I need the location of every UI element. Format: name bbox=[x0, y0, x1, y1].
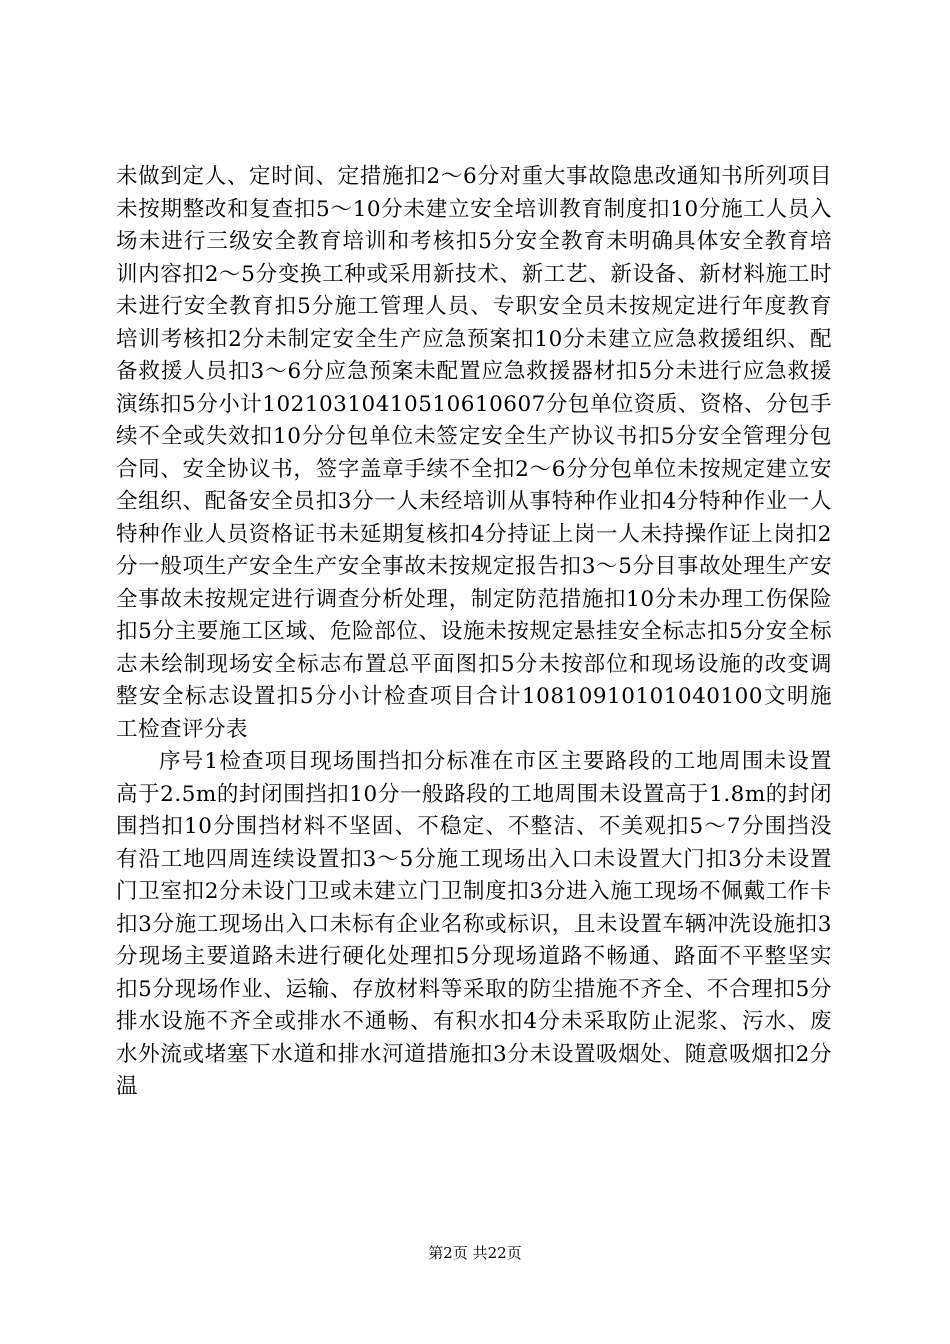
document-body bbox=[116, 161, 832, 1104]
paragraph-1: 未做到定人、定时间、定措施扣2～6分对重大事故隐患改通知书所列项目未按期整改和复查扣5～10分未建立安全培训教育制度扣10分施工人员入场未进行三级安全教育培训和考核扣5分安全教育未明确具体安全教育培训内容扣2～5分变换工种或采用新技术、新工艺、新设备、新材料施工时未进行安全教育扣5分施工管理人员、专职安全员未按规定进行年度教育培训考核扣2分未制定安全生产应急预案扣10分未建立应急救援组织、配备救援人员扣3～6分应急预案未配置应急救援器材扣5分未进行应急救援演练扣5分小计1021031041051061060​7分包单位资质、资格、分包手续不全或失效扣10分分包单位未签定安全生产协议书扣5分安全管理分包合同、安全协议书，签字盖章手续不全扣2～6分分包单位未按规定建立安全组织、配备安全员扣3分一人未经培训从事特种作业扣4分特种作业一人特种作业人员资格证书未延期复核扣4分持证上岗一人未持操作证上岗扣2分一般项生产安全生产安全事故未按规定报告扣3～5分目事故处理生产安全事故未按规定进行调查分析处理，制定防范措施扣10分未办理工伤保险扣5分主要施工区域、危险部位、设施未按规定悬挂安全标志扣5分安全标志未绘制现场安全标志布置总平面图扣5分未按部位和现场设施的改变调整安全标志设置扣5分小计检查项目合计1081091010104010​0文明施工检查评分表 bbox=[116, 164, 832, 742]
page-number-label: 第2页 共22页 bbox=[428, 1244, 522, 1262]
paragraph-2: 序号1检查项目现场围挡扣分标准在市区主要路段的工地周围未设置高于2.5m的封闭围挡扣10分一般路段的工地周围未设置高于1.8m的封闭围挡扣10分围挡材料不坚固、不稳定、不整洁、不美观扣5～7分围挡没有沿工地四周连续设置扣3～5分施工现场出入口未设置大门扣3分未设置门卫室扣2分未设门卫或未建立门卫制度扣3分进入施工现场不佩戴工作卡扣3分施工现场出入口未标有企业名称或标识，且未设置车辆冲洗设施扣3分现场主要道路未进行硬化处理扣5分现场道路不畅通、路面不平整坚实扣5分现场作业、运输、存放材料等采取的防尘措施不齐全、不合理扣5分排水设施不齐全或排水不通畅、有积水扣4分未采取防止泥浆、污水、废水外流或堵塞下水道和排水河道措施扣3分未设置吸烟处、随意吸烟扣2分温 bbox=[116, 749, 832, 1099]
page-footer bbox=[0, 1243, 950, 1263]
